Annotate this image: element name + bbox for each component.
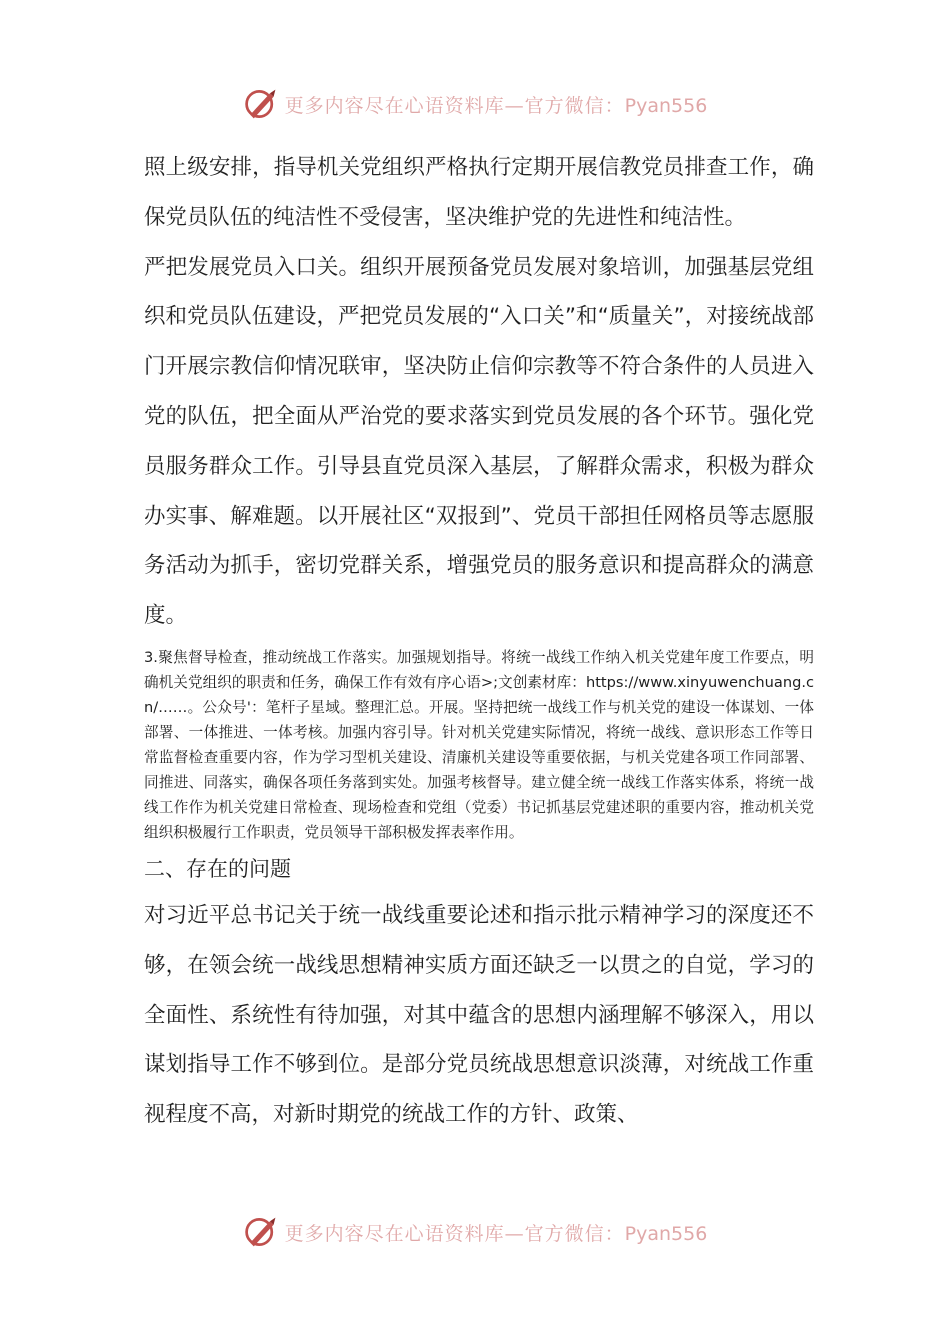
paragraph-3: 3.聚焦督导检查，推动统战工作落实。加强规划指导。将统一战线工作纳入机关党建年度工作要点，明确机关党组织的职责和任务，确保工作有效有序心语>;文创素材库：https://www.xinyuwenchuang.cn/……。公众号'：笔杆子星域。整理汇总。开展。坚持把统一战线工作与机关党的建设一体谋划、一体部署、一体推进、一体考核。加强内容引导。针对机关党建实际情况，将统一战线、意识形态工作等日常监督检查重要内容，作为学习型机关建设、清廉机关建设等重要依据，与机关党建各项工作同部署、同推进、同落实，确保各项任务落到实处。加强考核督导。建立健全统一战线工作落实体系，将统一战线工作作为机关党建日常检查、现场检查和党组（党委）书记抓基层党建述职的重要内容，推动机关党组织积极履行工作职责，党员领导干部积极发挥表率作用。 — [144, 648, 814, 841]
section-heading: 二、存在的问题 — [144, 856, 291, 881]
banner-wechat-id: Pyan556 — [624, 1222, 708, 1245]
footer-banner — [0, 1212, 950, 1252]
document-body — [144, 143, 814, 1140]
banner-text — [285, 1219, 708, 1246]
paragraph-4: 对习近平总书记关于统一战线重要论述和指示批示精神学习的深度还不够，在领会统一战线思想精神实质方面还缺乏一以贯之的自觉，学习的全面性、系统性有待加强，对其中蕴含的思想内涵理解不够深入，用以谋划指导工作不够到位。是部分党员统战思想意识淡薄，对统战工作重视程度不高，对新时期党的统战工作的方针、政策、 — [144, 902, 814, 1128]
banner-slogan: 更多内容尽在心语资料库—官方微信： — [284, 1222, 625, 1245]
paragraph-1: 照上级安排，指导机关党组织严格执行定期开展信教党员排查工作，确保党员队伍的纯洁性不受侵害，坚决维护党的先进性和纯洁性。 — [144, 155, 814, 230]
banner-text — [285, 91, 708, 118]
pen-logo-icon — [243, 86, 279, 122]
banner-slogan: 更多内容尽在心语资料库—官方微信： — [284, 94, 625, 117]
header-banner — [0, 84, 950, 124]
paragraph-2: 严把发展党员入口关。组织开展预备党员发展对象培训，加强基层党组织和党员队伍建设，严把党员发展的“入口关”和“质量关”，对接统战部门开展宗教信仰情况联审，坚决防止信仰宗教等不符合条件的人员进入党的队伍，把全面从严治党的要求落实到党员发展的各个环节。强化党员服务群众工作。引导县直党员深入基层，了解群众需求，积极为群众办实事、解难题。以开展社区“双报到”、党员干部担任网格员等志愿服务活动为抓手，密切党群关系，增强党员的服务意识和提高群众的满意度。 — [144, 254, 814, 629]
banner-wechat-id: Pyan556 — [624, 94, 708, 117]
pen-logo-icon — [243, 1214, 279, 1250]
